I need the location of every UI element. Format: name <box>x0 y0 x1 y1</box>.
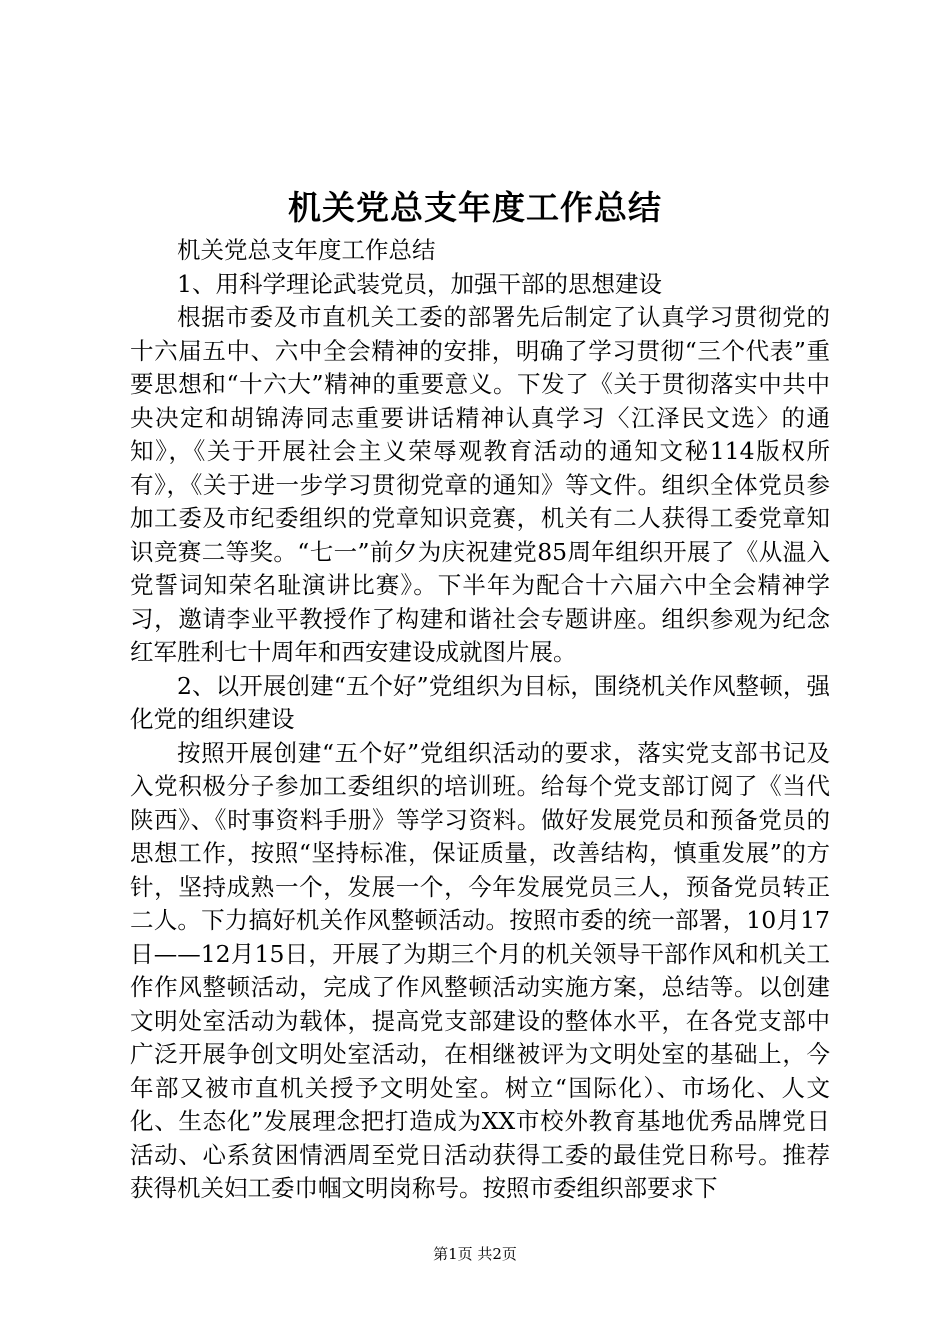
document-title: 机关党总支年度工作总结 <box>288 188 662 227</box>
paragraph-subtitle: 机关党总支年度工作总结 <box>177 236 436 264</box>
page-footer: 第1页 共2页 <box>433 1245 517 1263</box>
paragraph-section-2-body: 按照开展创建“五个好”党组织活动的要求，落实党支部书记及入党积极分子参加工委组织的培训班。给每个党支部订阅了《当代陕西》、《时事资料手册》等学习资料。做好发展党员和预备党员的思想工作，按照“坚持标准，保证质量，改善结构，慎重发展”的方针，坚持成熟一个，发展一个，今年发展党员三人，预备党员转正二人。下力搞好机关作风整顿活动。按照市委的统一部署，10月17日——12月15日，开展了为期三个月的机关领导干部作风和机关工作作风整顿活动，完成了作风整顿活动实施方案，总结等。以创建文明处室活动为载体，提高党支部建设的整体水平，在各党支部中广泛开展争创文明处室活动，在相继被评为文明处室的基础上，今年部又被市直机关授予文明处室。树立“国际化）、市场化、人文化、生态化”发展理念把打造成为XX市校外教育基地优秀品牌党日活动、心系贫困情洒周至党日活动获得工委的最佳党日称号。推荐获得机关妇工委巾帼文明岗称号。按照市委组织部要求下 <box>130 738 830 1202</box>
paragraph-heading-2: 2、以开展创建“五个好”党组织为目标，围绕机关作风整顿，强化党的组织建设 <box>130 671 830 733</box>
paragraph-heading-1: 1、用科学理论武装党员，加强干部的思想建设 <box>177 269 662 298</box>
document-body <box>130 234 830 1206</box>
paragraph-section-1-body: 根据市委及市直机关工委的部署先后制定了认真学习贯彻党的十六届五中、六中全会精神的安排，明确了学习贯彻“三个代表”重要思想和“十六大”精神的重要意义。下发了《关于贯彻落实中共中央决定和胡锦涛同志重要讲话精神认真学习〈江泽民文选〉的通知》，《关于开展社会主义荣辱观教育活动的通知文秘114版权所有》，《关于进一步学习贯彻党章的通知》等文件。组织全体党员参加工委及市纪委组织的党章知识竞赛，机关有二人获得工委党章知识竞赛二等奖。“七一”前夕为庆祝建党85周年组织开展了《从温入党誓词知荣名耻演讲比赛》。下半年为配合十六届六中全会精神学习，邀请李业平教授作了构建和谐社会专题讲座。组织参观为纪念红军胜利七十周年和西安建设成就图片展。 <box>130 303 830 666</box>
